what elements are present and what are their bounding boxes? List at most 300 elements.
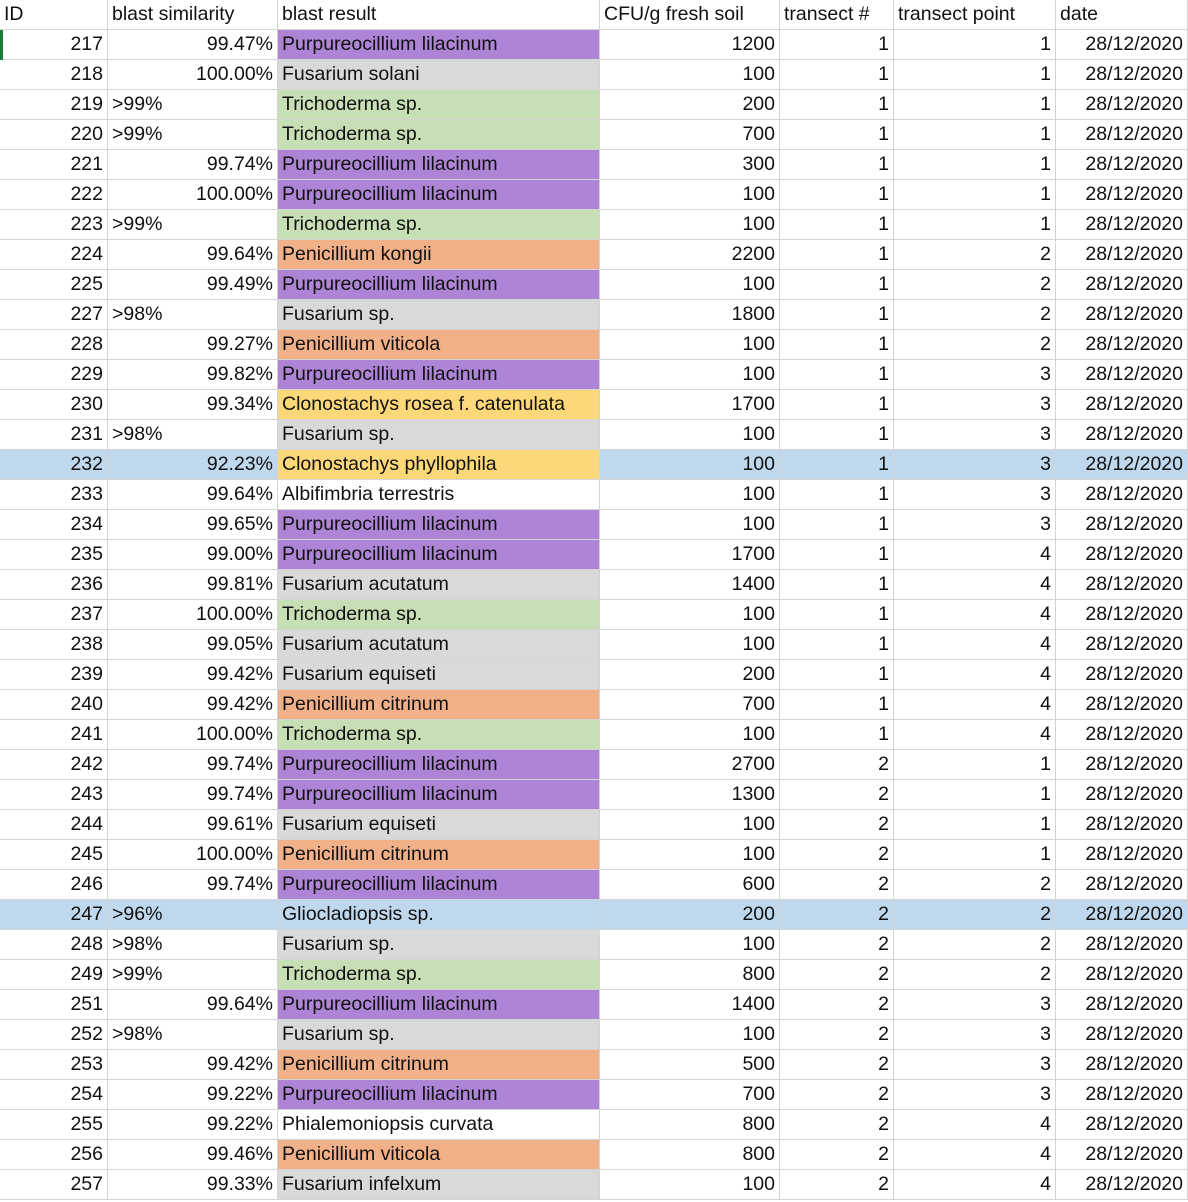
cell-transect[interactable]: 2 xyxy=(780,870,894,900)
cell-id[interactable]: 249 xyxy=(0,960,108,990)
cell-transect-point[interactable]: 2 xyxy=(894,270,1056,300)
cell-transect-point[interactable]: 1 xyxy=(894,60,1056,90)
cell-transect[interactable]: 1 xyxy=(780,630,894,660)
cell-date[interactable]: 28/12/2020 xyxy=(1056,480,1188,510)
cell-date[interactable]: 28/12/2020 xyxy=(1056,330,1188,360)
cell-transect[interactable]: 2 xyxy=(780,810,894,840)
cell-cfu[interactable]: 100 xyxy=(600,480,780,510)
cell-date[interactable]: 28/12/2020 xyxy=(1056,1080,1188,1110)
table-row xyxy=(0,750,1188,780)
cell-date[interactable]: 28/12/2020 xyxy=(1056,750,1188,780)
header-cfu[interactable]: CFU/g fresh soil xyxy=(600,0,780,30)
cell-blast-result[interactable]: Purpureocillium lilacinum xyxy=(278,180,600,210)
cell-transect[interactable]: 1 xyxy=(780,210,894,240)
cell-transect-point[interactable]: 2 xyxy=(894,960,1056,990)
cell-cfu[interactable]: 2700 xyxy=(600,750,780,780)
cell-blast-similarity[interactable]: >99% xyxy=(108,960,278,990)
cell-blast-result[interactable]: Purpureocillium lilacinum xyxy=(278,510,600,540)
cell-blast-result[interactable]: Clonostachys rosea f. catenulata xyxy=(278,390,600,420)
cell-transect[interactable]: 2 xyxy=(780,1140,894,1170)
cell-cfu[interactable]: 300 xyxy=(600,150,780,180)
cell-date[interactable]: 28/12/2020 xyxy=(1056,810,1188,840)
cell-date[interactable]: 28/12/2020 xyxy=(1056,90,1188,120)
cell-transect[interactable]: 2 xyxy=(780,990,894,1020)
cell-blast-result[interactable]: Albifimbria terrestris xyxy=(278,480,600,510)
cell-transect[interactable]: 1 xyxy=(780,150,894,180)
cell-blast-similarity[interactable]: 92.23% xyxy=(108,450,278,480)
table-row xyxy=(0,480,1188,510)
cell-cfu[interactable]: 600 xyxy=(600,870,780,900)
table-row xyxy=(0,870,1188,900)
cell-blast-similarity[interactable]: 99.34% xyxy=(108,390,278,420)
cell-transect-point[interactable]: 4 xyxy=(894,1110,1056,1140)
cell-transect[interactable]: 1 xyxy=(780,420,894,450)
cell-transect[interactable]: 2 xyxy=(780,930,894,960)
cell-blast-similarity[interactable]: 99.65% xyxy=(108,510,278,540)
cell-cfu[interactable]: 1400 xyxy=(600,990,780,1020)
cell-blast-similarity[interactable]: 100.00% xyxy=(108,180,278,210)
cell-transect[interactable]: 1 xyxy=(780,570,894,600)
cell-blast-similarity[interactable]: 99.74% xyxy=(108,150,278,180)
cell-id[interactable]: 217 xyxy=(0,30,108,60)
cell-blast-result[interactable]: Gliocladiopsis sp. xyxy=(278,900,600,930)
cell-cfu[interactable]: 100 xyxy=(600,1020,780,1050)
cell-id[interactable]: 241 xyxy=(0,720,108,750)
cell-blast-similarity[interactable]: 99.22% xyxy=(108,1110,278,1140)
cell-transect[interactable]: 1 xyxy=(780,450,894,480)
cell-transect[interactable]: 2 xyxy=(780,1020,894,1050)
cell-transect-point[interactable]: 1 xyxy=(894,840,1056,870)
cell-transect[interactable]: 1 xyxy=(780,660,894,690)
cell-date[interactable]: 28/12/2020 xyxy=(1056,1170,1188,1200)
cell-id[interactable]: 220 xyxy=(0,120,108,150)
cell-blast-result[interactable]: Purpureocillium lilacinum xyxy=(278,30,600,60)
cell-date[interactable]: 28/12/2020 xyxy=(1056,1050,1188,1080)
cell-blast-similarity[interactable]: >98% xyxy=(108,300,278,330)
table-row xyxy=(0,420,1188,450)
cell-transect[interactable]: 1 xyxy=(780,270,894,300)
cell-id[interactable]: 256 xyxy=(0,1140,108,1170)
header-blast-result[interactable]: blast result xyxy=(278,0,600,30)
cell-cfu[interactable]: 100 xyxy=(600,930,780,960)
cell-cfu[interactable]: 200 xyxy=(600,90,780,120)
cell-blast-result[interactable]: Penicillium citrinum xyxy=(278,840,600,870)
cell-blast-result[interactable]: Purpureocillium lilacinum xyxy=(278,540,600,570)
cell-transect[interactable]: 1 xyxy=(780,330,894,360)
cell-blast-result[interactable]: Purpureocillium lilacinum xyxy=(278,870,600,900)
cell-blast-similarity[interactable]: 99.33% xyxy=(108,1170,278,1200)
cell-id[interactable]: 231 xyxy=(0,420,108,450)
cell-id[interactable]: 221 xyxy=(0,150,108,180)
cell-blast-result[interactable]: Fusarium sp. xyxy=(278,930,600,960)
cell-transect[interactable]: 1 xyxy=(780,690,894,720)
cell-blast-similarity[interactable]: 99.81% xyxy=(108,570,278,600)
cell-cfu[interactable]: 100 xyxy=(600,180,780,210)
cell-transect[interactable]: 2 xyxy=(780,1170,894,1200)
cell-date[interactable]: 28/12/2020 xyxy=(1056,120,1188,150)
cell-cfu[interactable]: 100 xyxy=(600,270,780,300)
cell-id[interactable]: 230 xyxy=(0,390,108,420)
cell-id[interactable]: 238 xyxy=(0,630,108,660)
cell-blast-similarity[interactable]: 99.74% xyxy=(108,780,278,810)
cell-transect-point[interactable]: 4 xyxy=(894,1170,1056,1200)
cell-id[interactable]: 245 xyxy=(0,840,108,870)
cell-date[interactable]: 28/12/2020 xyxy=(1056,630,1188,660)
cell-id[interactable]: 228 xyxy=(0,330,108,360)
cell-cfu[interactable]: 2200 xyxy=(600,240,780,270)
cell-id[interactable]: 224 xyxy=(0,240,108,270)
cell-cfu[interactable]: 800 xyxy=(600,1110,780,1140)
cell-blast-result[interactable]: Fusarium acutatum xyxy=(278,630,600,660)
cell-transect-point[interactable]: 3 xyxy=(894,450,1056,480)
table-row xyxy=(0,570,1188,600)
cell-blast-similarity[interactable]: >99% xyxy=(108,210,278,240)
cell-transect[interactable]: 2 xyxy=(780,900,894,930)
cell-id[interactable]: 222 xyxy=(0,180,108,210)
cell-transect[interactable]: 1 xyxy=(780,510,894,540)
cell-id[interactable]: 234 xyxy=(0,510,108,540)
cell-transect-point[interactable]: 4 xyxy=(894,600,1056,630)
cell-date[interactable]: 28/12/2020 xyxy=(1056,720,1188,750)
cell-id[interactable]: 219 xyxy=(0,90,108,120)
header-transect[interactable]: transect # xyxy=(780,0,894,30)
cell-id[interactable]: 253 xyxy=(0,1050,108,1080)
table-row xyxy=(0,150,1188,180)
cell-blast-result[interactable]: Fusarium equiseti xyxy=(278,810,600,840)
cell-date[interactable]: 28/12/2020 xyxy=(1056,780,1188,810)
cell-blast-similarity[interactable]: 99.49% xyxy=(108,270,278,300)
cell-cfu[interactable]: 100 xyxy=(600,360,780,390)
cell-id[interactable]: 254 xyxy=(0,1080,108,1110)
cell-blast-result[interactable]: Fusarium equiseti xyxy=(278,660,600,690)
cell-blast-similarity[interactable]: 99.00% xyxy=(108,540,278,570)
cell-transect-point[interactable]: 1 xyxy=(894,90,1056,120)
cell-cfu[interactable]: 100 xyxy=(600,330,780,360)
cell-blast-similarity[interactable]: 99.42% xyxy=(108,660,278,690)
cell-transect-point[interactable]: 3 xyxy=(894,360,1056,390)
cell-transect-point[interactable]: 4 xyxy=(894,540,1056,570)
cell-blast-result[interactable]: Purpureocillium lilacinum xyxy=(278,1080,600,1110)
cell-id[interactable]: 244 xyxy=(0,810,108,840)
table-row xyxy=(0,690,1188,720)
cell-date[interactable]: 28/12/2020 xyxy=(1056,420,1188,450)
cell-id[interactable]: 247 xyxy=(0,900,108,930)
cell-cfu[interactable]: 800 xyxy=(600,1140,780,1170)
cell-cfu[interactable]: 700 xyxy=(600,1080,780,1110)
cell-blast-similarity[interactable]: 99.05% xyxy=(108,630,278,660)
cell-date[interactable]: 28/12/2020 xyxy=(1056,30,1188,60)
cell-date[interactable]: 28/12/2020 xyxy=(1056,540,1188,570)
cell-id[interactable]: 255 xyxy=(0,1110,108,1140)
cell-transect[interactable]: 1 xyxy=(780,300,894,330)
cell-transect-point[interactable]: 3 xyxy=(894,1050,1056,1080)
cell-blast-result[interactable]: Penicillium viticola xyxy=(278,1140,600,1170)
cell-transect[interactable]: 2 xyxy=(780,1110,894,1140)
cell-date[interactable]: 28/12/2020 xyxy=(1056,390,1188,420)
cell-blast-similarity[interactable]: 100.00% xyxy=(108,720,278,750)
cell-id[interactable]: 240 xyxy=(0,690,108,720)
cell-date[interactable]: 28/12/2020 xyxy=(1056,960,1188,990)
cell-transect-point[interactable]: 1 xyxy=(894,150,1056,180)
cell-transect[interactable]: 2 xyxy=(780,780,894,810)
cell-blast-result[interactable]: Fusarium sp. xyxy=(278,1020,600,1050)
cell-transect-point[interactable]: 3 xyxy=(894,420,1056,450)
cell-cfu[interactable]: 100 xyxy=(600,210,780,240)
cell-id[interactable]: 218 xyxy=(0,60,108,90)
cell-transect-point[interactable]: 3 xyxy=(894,990,1056,1020)
header-transect-point[interactable]: transect point xyxy=(894,0,1056,30)
cell-transect[interactable]: 1 xyxy=(780,600,894,630)
cell-id[interactable]: 257 xyxy=(0,1170,108,1200)
cell-blast-similarity[interactable]: 99.46% xyxy=(108,1140,278,1170)
table-row xyxy=(0,1170,1188,1200)
cell-blast-result[interactable]: Clonostachys phyllophila xyxy=(278,450,600,480)
cell-blast-result[interactable]: Fusarium acutatum xyxy=(278,570,600,600)
header-blast-similarity[interactable]: blast similarity xyxy=(108,0,278,30)
cell-id[interactable]: 239 xyxy=(0,660,108,690)
cell-blast-similarity[interactable]: 100.00% xyxy=(108,840,278,870)
cell-blast-result[interactable]: Penicillium kongii xyxy=(278,240,600,270)
cell-id[interactable]: 248 xyxy=(0,930,108,960)
cell-blast-result[interactable]: Fusarium infelxum xyxy=(278,1170,600,1200)
cell-transect-point[interactable]: 4 xyxy=(894,660,1056,690)
cell-transect-point[interactable]: 2 xyxy=(894,330,1056,360)
cell-cfu[interactable]: 100 xyxy=(600,840,780,870)
cell-blast-result[interactable]: Trichoderma sp. xyxy=(278,90,600,120)
cell-date[interactable]: 28/12/2020 xyxy=(1056,870,1188,900)
cell-blast-similarity[interactable]: 100.00% xyxy=(108,600,278,630)
header-id[interactable]: ID xyxy=(0,0,108,30)
cell-transect-point[interactable]: 2 xyxy=(894,900,1056,930)
cell-transect[interactable]: 1 xyxy=(780,240,894,270)
cell-transect[interactable]: 2 xyxy=(780,750,894,780)
cell-transect-point[interactable]: 2 xyxy=(894,300,1056,330)
cell-blast-similarity[interactable]: 99.42% xyxy=(108,1050,278,1080)
table-row xyxy=(0,990,1188,1020)
cell-date[interactable]: 28/12/2020 xyxy=(1056,60,1188,90)
cell-blast-result[interactable]: Trichoderma sp. xyxy=(278,960,600,990)
cell-date[interactable]: 28/12/2020 xyxy=(1056,600,1188,630)
cell-id[interactable]: 242 xyxy=(0,750,108,780)
cell-blast-similarity[interactable]: 99.27% xyxy=(108,330,278,360)
cell-cfu[interactable]: 1800 xyxy=(600,300,780,330)
cell-cfu[interactable]: 100 xyxy=(600,600,780,630)
cell-blast-similarity[interactable]: 99.82% xyxy=(108,360,278,390)
cell-blast-result[interactable]: Fusarium sp. xyxy=(278,300,600,330)
cell-transect-point[interactable]: 2 xyxy=(894,240,1056,270)
cell-cfu[interactable]: 100 xyxy=(600,450,780,480)
cell-transect-point[interactable]: 2 xyxy=(894,870,1056,900)
cell-transect[interactable]: 2 xyxy=(780,960,894,990)
cell-cfu[interactable]: 1200 xyxy=(600,30,780,60)
cell-date[interactable]: 28/12/2020 xyxy=(1056,1020,1188,1050)
table-row xyxy=(0,210,1188,240)
cell-blast-result[interactable]: Trichoderma sp. xyxy=(278,210,600,240)
cell-cfu[interactable]: 1700 xyxy=(600,540,780,570)
cell-blast-result[interactable]: Penicillium citrinum xyxy=(278,690,600,720)
cell-blast-similarity[interactable]: 99.74% xyxy=(108,750,278,780)
cell-transect-point[interactable]: 4 xyxy=(894,630,1056,660)
cell-blast-similarity[interactable]: 99.22% xyxy=(108,1080,278,1110)
cell-transect[interactable]: 1 xyxy=(780,540,894,570)
cell-date[interactable]: 28/12/2020 xyxy=(1056,240,1188,270)
cell-blast-similarity[interactable]: 99.64% xyxy=(108,990,278,1020)
cell-transect[interactable]: 1 xyxy=(780,390,894,420)
table-row xyxy=(0,720,1188,750)
cell-blast-result[interactable]: Purpureocillium lilacinum xyxy=(278,270,600,300)
cell-cfu[interactable]: 100 xyxy=(600,630,780,660)
cell-transect-point[interactable]: 4 xyxy=(894,570,1056,600)
cell-blast-similarity[interactable]: 99.42% xyxy=(108,690,278,720)
cell-id[interactable]: 225 xyxy=(0,270,108,300)
table-row xyxy=(0,240,1188,270)
cell-cfu[interactable]: 100 xyxy=(600,420,780,450)
cell-cfu[interactable]: 700 xyxy=(600,120,780,150)
cell-date[interactable]: 28/12/2020 xyxy=(1056,150,1188,180)
cell-blast-result[interactable]: Trichoderma sp. xyxy=(278,720,600,750)
table-row xyxy=(0,540,1188,570)
cell-transect[interactable]: 1 xyxy=(780,60,894,90)
table-row xyxy=(0,960,1188,990)
cell-transect[interactable]: 1 xyxy=(780,180,894,210)
cell-transect-point[interactable]: 1 xyxy=(894,810,1056,840)
cell-blast-similarity[interactable]: >96% xyxy=(108,900,278,930)
cell-cfu[interactable]: 1300 xyxy=(600,780,780,810)
cell-id[interactable]: 229 xyxy=(0,360,108,390)
cell-transect-point[interactable]: 1 xyxy=(894,120,1056,150)
cell-transect-point[interactable]: 1 xyxy=(894,210,1056,240)
cell-blast-similarity[interactable]: 99.64% xyxy=(108,240,278,270)
cell-id[interactable]: 237 xyxy=(0,600,108,630)
cell-blast-result[interactable]: Purpureocillium lilacinum xyxy=(278,990,600,1020)
table-row xyxy=(0,1140,1188,1170)
cell-transect[interactable]: 1 xyxy=(780,360,894,390)
table-row xyxy=(0,360,1188,390)
cell-id[interactable]: 232 xyxy=(0,450,108,480)
cell-transect[interactable]: 1 xyxy=(780,720,894,750)
cell-blast-similarity[interactable]: >99% xyxy=(108,90,278,120)
cell-blast-similarity[interactable]: 99.47% xyxy=(108,30,278,60)
cell-cfu[interactable]: 1700 xyxy=(600,390,780,420)
cell-blast-similarity[interactable]: >98% xyxy=(108,420,278,450)
cell-transect[interactable]: 2 xyxy=(780,1080,894,1110)
cell-blast-similarity[interactable]: >98% xyxy=(108,1020,278,1050)
cell-date[interactable]: 28/12/2020 xyxy=(1056,450,1188,480)
cell-blast-result[interactable]: Fusarium solani xyxy=(278,60,600,90)
cell-date[interactable]: 28/12/2020 xyxy=(1056,300,1188,330)
cell-transect-point[interactable]: 2 xyxy=(894,930,1056,960)
cell-blast-result[interactable]: Purpureocillium lilacinum xyxy=(278,150,600,180)
cell-transect-point[interactable]: 1 xyxy=(894,30,1056,60)
cell-blast-similarity[interactable]: 99.61% xyxy=(108,810,278,840)
cell-transect[interactable]: 2 xyxy=(780,840,894,870)
cell-blast-similarity[interactable]: 100.00% xyxy=(108,60,278,90)
cell-transect-point[interactable]: 1 xyxy=(894,180,1056,210)
cell-date[interactable]: 28/12/2020 xyxy=(1056,360,1188,390)
cell-transect[interactable]: 1 xyxy=(780,120,894,150)
cell-transect[interactable]: 2 xyxy=(780,1050,894,1080)
cell-blast-result[interactable]: Purpureocillium lilacinum xyxy=(278,780,600,810)
cell-blast-result[interactable]: Purpureocillium lilacinum xyxy=(278,750,600,780)
cell-cfu[interactable]: 200 xyxy=(600,660,780,690)
cell-id[interactable]: 233 xyxy=(0,480,108,510)
cell-blast-similarity[interactable]: 99.64% xyxy=(108,480,278,510)
cell-transect[interactable]: 1 xyxy=(780,480,894,510)
cell-cfu[interactable]: 800 xyxy=(600,960,780,990)
cell-blast-result[interactable]: Phialemoniopsis curvata xyxy=(278,1110,600,1140)
cell-transect-point[interactable]: 1 xyxy=(894,750,1056,780)
cell-date[interactable]: 28/12/2020 xyxy=(1056,1110,1188,1140)
cell-blast-result[interactable]: Trichoderma sp. xyxy=(278,600,600,630)
cell-transect-point[interactable]: 4 xyxy=(894,690,1056,720)
cell-cfu[interactable]: 100 xyxy=(600,60,780,90)
table-row xyxy=(0,1110,1188,1140)
cell-blast-result[interactable]: Fusarium sp. xyxy=(278,420,600,450)
cell-cfu[interactable]: 500 xyxy=(600,1050,780,1080)
cell-cfu[interactable]: 1400 xyxy=(600,570,780,600)
table-row xyxy=(0,330,1188,360)
cell-blast-similarity[interactable]: 99.74% xyxy=(108,870,278,900)
cell-date[interactable]: 28/12/2020 xyxy=(1056,840,1188,870)
cell-cfu[interactable]: 200 xyxy=(600,900,780,930)
cell-transect-point[interactable]: 3 xyxy=(894,510,1056,540)
table-body xyxy=(0,30,1188,1200)
cell-transect[interactable]: 1 xyxy=(780,30,894,60)
cell-transect[interactable]: 1 xyxy=(780,90,894,120)
cell-id[interactable]: 252 xyxy=(0,1020,108,1050)
cell-blast-result[interactable]: Trichoderma sp. xyxy=(278,120,600,150)
cell-transect-point[interactable]: 1 xyxy=(894,780,1056,810)
cell-transect-point[interactable]: 3 xyxy=(894,1020,1056,1050)
cell-blast-result[interactable]: Penicillium viticola xyxy=(278,330,600,360)
cell-cfu[interactable]: 100 xyxy=(600,810,780,840)
cell-id[interactable]: 236 xyxy=(0,570,108,600)
cell-date[interactable]: 28/12/2020 xyxy=(1056,900,1188,930)
cell-transect-point[interactable]: 4 xyxy=(894,1140,1056,1170)
cell-cfu[interactable]: 100 xyxy=(600,510,780,540)
cell-date[interactable]: 28/12/2020 xyxy=(1056,510,1188,540)
cell-id[interactable]: 235 xyxy=(0,540,108,570)
cell-date[interactable]: 28/12/2020 xyxy=(1056,180,1188,210)
cell-cfu[interactable]: 700 xyxy=(600,690,780,720)
cell-date[interactable]: 28/12/2020 xyxy=(1056,690,1188,720)
cell-id[interactable]: 227 xyxy=(0,300,108,330)
cell-id[interactable]: 251 xyxy=(0,990,108,1020)
cell-cfu[interactable]: 100 xyxy=(600,1170,780,1200)
table-row xyxy=(0,900,1188,930)
cell-blast-similarity[interactable]: >98% xyxy=(108,930,278,960)
cell-id[interactable]: 223 xyxy=(0,210,108,240)
cell-date[interactable]: 28/12/2020 xyxy=(1056,930,1188,960)
cell-blast-result[interactable]: Penicillium citrinum xyxy=(278,1050,600,1080)
cell-blast-result[interactable]: Purpureocillium lilacinum xyxy=(278,360,600,390)
cell-date[interactable]: 28/12/2020 xyxy=(1056,270,1188,300)
cell-date[interactable]: 28/12/2020 xyxy=(1056,210,1188,240)
cell-transect-point[interactable]: 3 xyxy=(894,1080,1056,1110)
cell-date[interactable]: 28/12/2020 xyxy=(1056,660,1188,690)
header-date[interactable]: date xyxy=(1056,0,1188,30)
cell-transect-point[interactable]: 3 xyxy=(894,480,1056,510)
cell-cfu[interactable]: 100 xyxy=(600,720,780,750)
cell-id[interactable]: 246 xyxy=(0,870,108,900)
cell-date[interactable]: 28/12/2020 xyxy=(1056,990,1188,1020)
cell-id[interactable]: 243 xyxy=(0,780,108,810)
cell-date[interactable]: 28/12/2020 xyxy=(1056,570,1188,600)
cell-transect-point[interactable]: 4 xyxy=(894,720,1056,750)
cell-blast-similarity[interactable]: >99% xyxy=(108,120,278,150)
cell-transect-point[interactable]: 3 xyxy=(894,390,1056,420)
cell-date[interactable]: 28/12/2020 xyxy=(1056,1140,1188,1170)
